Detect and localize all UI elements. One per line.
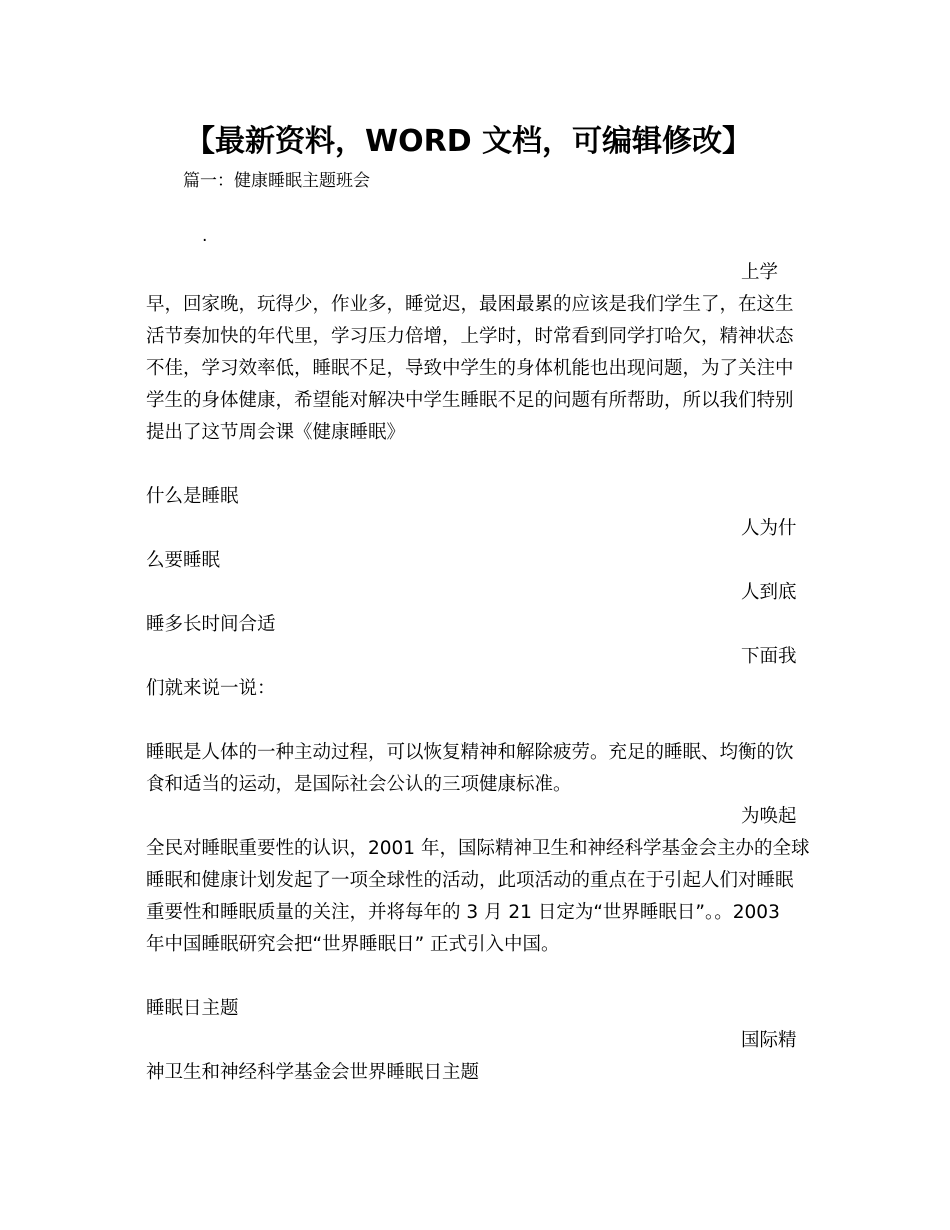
text-line: 年中国睡眠研究会把“世界睡眠日” 正式引入中国。 [146,934,560,955]
text-line: 早，回家晚，玩得少，作业多，睡觉迟，最困最累的应该是我们学生了，在这生 [146,294,794,315]
text-line: 么要睡眠 [146,550,221,571]
stray-dot: . [202,226,208,246]
text-line: 上学 [741,262,779,283]
text-line: 全民对睡眠重要性的认识，2001 年，国际精神卫生和神经科学基金会主办的全球 [146,838,810,859]
document-subtitle: 篇一：健康睡眠主题班会 [183,171,370,191]
text-line: 食和适当的运动，是国际社会公认的三项健康标准。 [146,774,572,795]
text-line: 神卫生和神经科学基金会世界睡眠日主题 [146,1062,480,1083]
text-line: 为唤起 [741,806,797,827]
text-line: 睡多长时间合适 [146,614,276,635]
text-line: 活节奏加快的年代里，学习压力倍增，上学时，时常看到同学打哈欠，精神状态 [146,326,794,347]
text-line: 们就来说一说： [146,678,276,699]
text-line: 下面我 [741,646,797,667]
text-line: 国际精 [741,1030,797,1051]
text-line: 不佳，学习效率低，睡眠不足，导致中学生的身体机能也出现问题，为了关注中 [146,358,794,379]
text-line: 睡眠和健康计划发起了一项全球性的活动，此项活动的重点在于引起人们对睡眠 [146,870,794,891]
text-line: 睡眠是人体的一种主动过程，可以恢复精神和解除疲劳。充足的睡眠、均衡的饮 [146,742,794,763]
section-heading: 睡眠日主题 [146,998,239,1019]
text-line: 重要性和睡眠质量的关注，并将每年的 3 月 21 日定为“世界睡眠日”。。2003 [146,902,780,923]
text-line: 提出了这节周会课《健康睡眠》 [146,422,406,443]
section-heading: 什么是睡眠 [146,486,239,507]
document-title: 【最新资料，WORD 文档，可编辑修改】 [185,124,753,159]
text-line: 学生的身体健康，希望能对解决中学生睡眠不足的问题有所帮助，所以我们特别 [146,390,794,411]
text-line: 人为什 [741,518,797,539]
text-line: 人到底 [741,582,797,603]
